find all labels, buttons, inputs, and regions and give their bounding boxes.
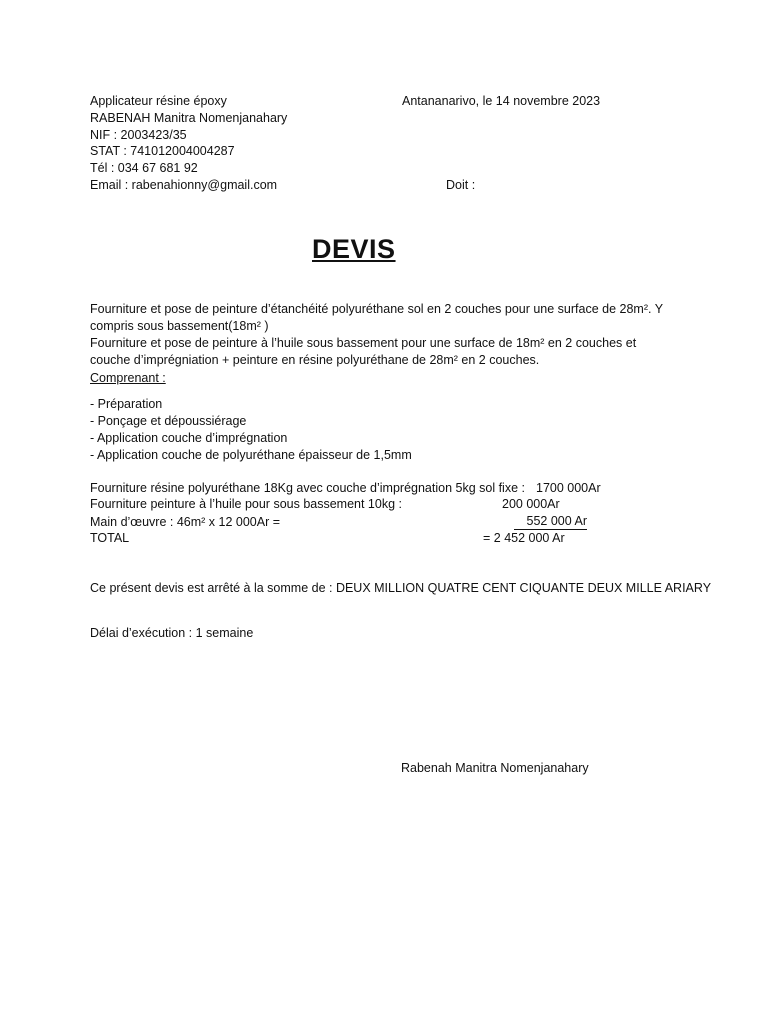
total-amount: = 2 452 000 Ar bbox=[483, 531, 565, 545]
sender-line-nif: NIF : 2003423/35 bbox=[90, 128, 187, 142]
cost-amount: 200 000Ar bbox=[502, 497, 560, 511]
cost-amount: 1700 000Ar bbox=[536, 481, 601, 495]
sender-line-email: Email : rabenahionny@gmail.com bbox=[90, 178, 278, 192]
sender-line-activity: Applicateur résine époxy bbox=[90, 94, 227, 108]
total-label: TOTAL bbox=[90, 531, 130, 545]
list-item: - Ponçage et dépoussiérage bbox=[90, 414, 247, 428]
doit-label: Doit : bbox=[446, 178, 476, 192]
comprenant-label: Comprenant : bbox=[90, 371, 166, 385]
cost-label: Main d’œuvre : 46m² x 12 000Ar = bbox=[90, 515, 281, 529]
cost-label: Fourniture résine polyuréthane 18Kg avec couche d’imprégnation 5kg sol fixe : bbox=[90, 481, 525, 495]
list-item: - Application couche d’imprégnation bbox=[90, 431, 288, 445]
description-paragraph-1: Fourniture et pose de peinture d’étanchéité polyuréthane sol en 2 couches pour une surface de 28m². Y compris sous bassement(18m² ) bbox=[90, 302, 663, 333]
sender-line-name: RABENAH Manitra Nomenjanahary bbox=[90, 111, 288, 125]
signature-name: Rabenah Manitra Nomenjanahary bbox=[401, 761, 589, 775]
delay-text: Délai d’exécution : 1 semaine bbox=[90, 626, 254, 640]
sender-line-stat: STAT : 741012004004287 bbox=[90, 144, 235, 158]
cost-amount: 552 000 Ar bbox=[514, 514, 587, 530]
list-item: - Application couche de polyuréthane épaisseur de 1,5mm bbox=[90, 448, 412, 462]
document-title: DEVIS bbox=[312, 234, 396, 264]
place-date: Antananarivo, le 14 novembre 2023 bbox=[402, 94, 601, 108]
list-item: - Préparation bbox=[90, 397, 163, 411]
description-paragraph-2: Fourniture et pose de peinture à l’huile sous bassement pour une surface de 18m² en 2 couches et couche d’imprégniation + peinture en résine polyuréthane de 28m² en 2 couches. bbox=[90, 336, 637, 367]
sender-line-phone: Tél : 034 67 681 92 bbox=[90, 161, 198, 175]
cost-label: Fourniture peinture à l’huile pour sous bassement 10kg : bbox=[90, 497, 402, 511]
summary-text: Ce présent devis est arrêté à la somme de : DEUX MILLION QUATRE CENT CIQUANTE DEUX MILLE ARIARY bbox=[90, 581, 712, 595]
